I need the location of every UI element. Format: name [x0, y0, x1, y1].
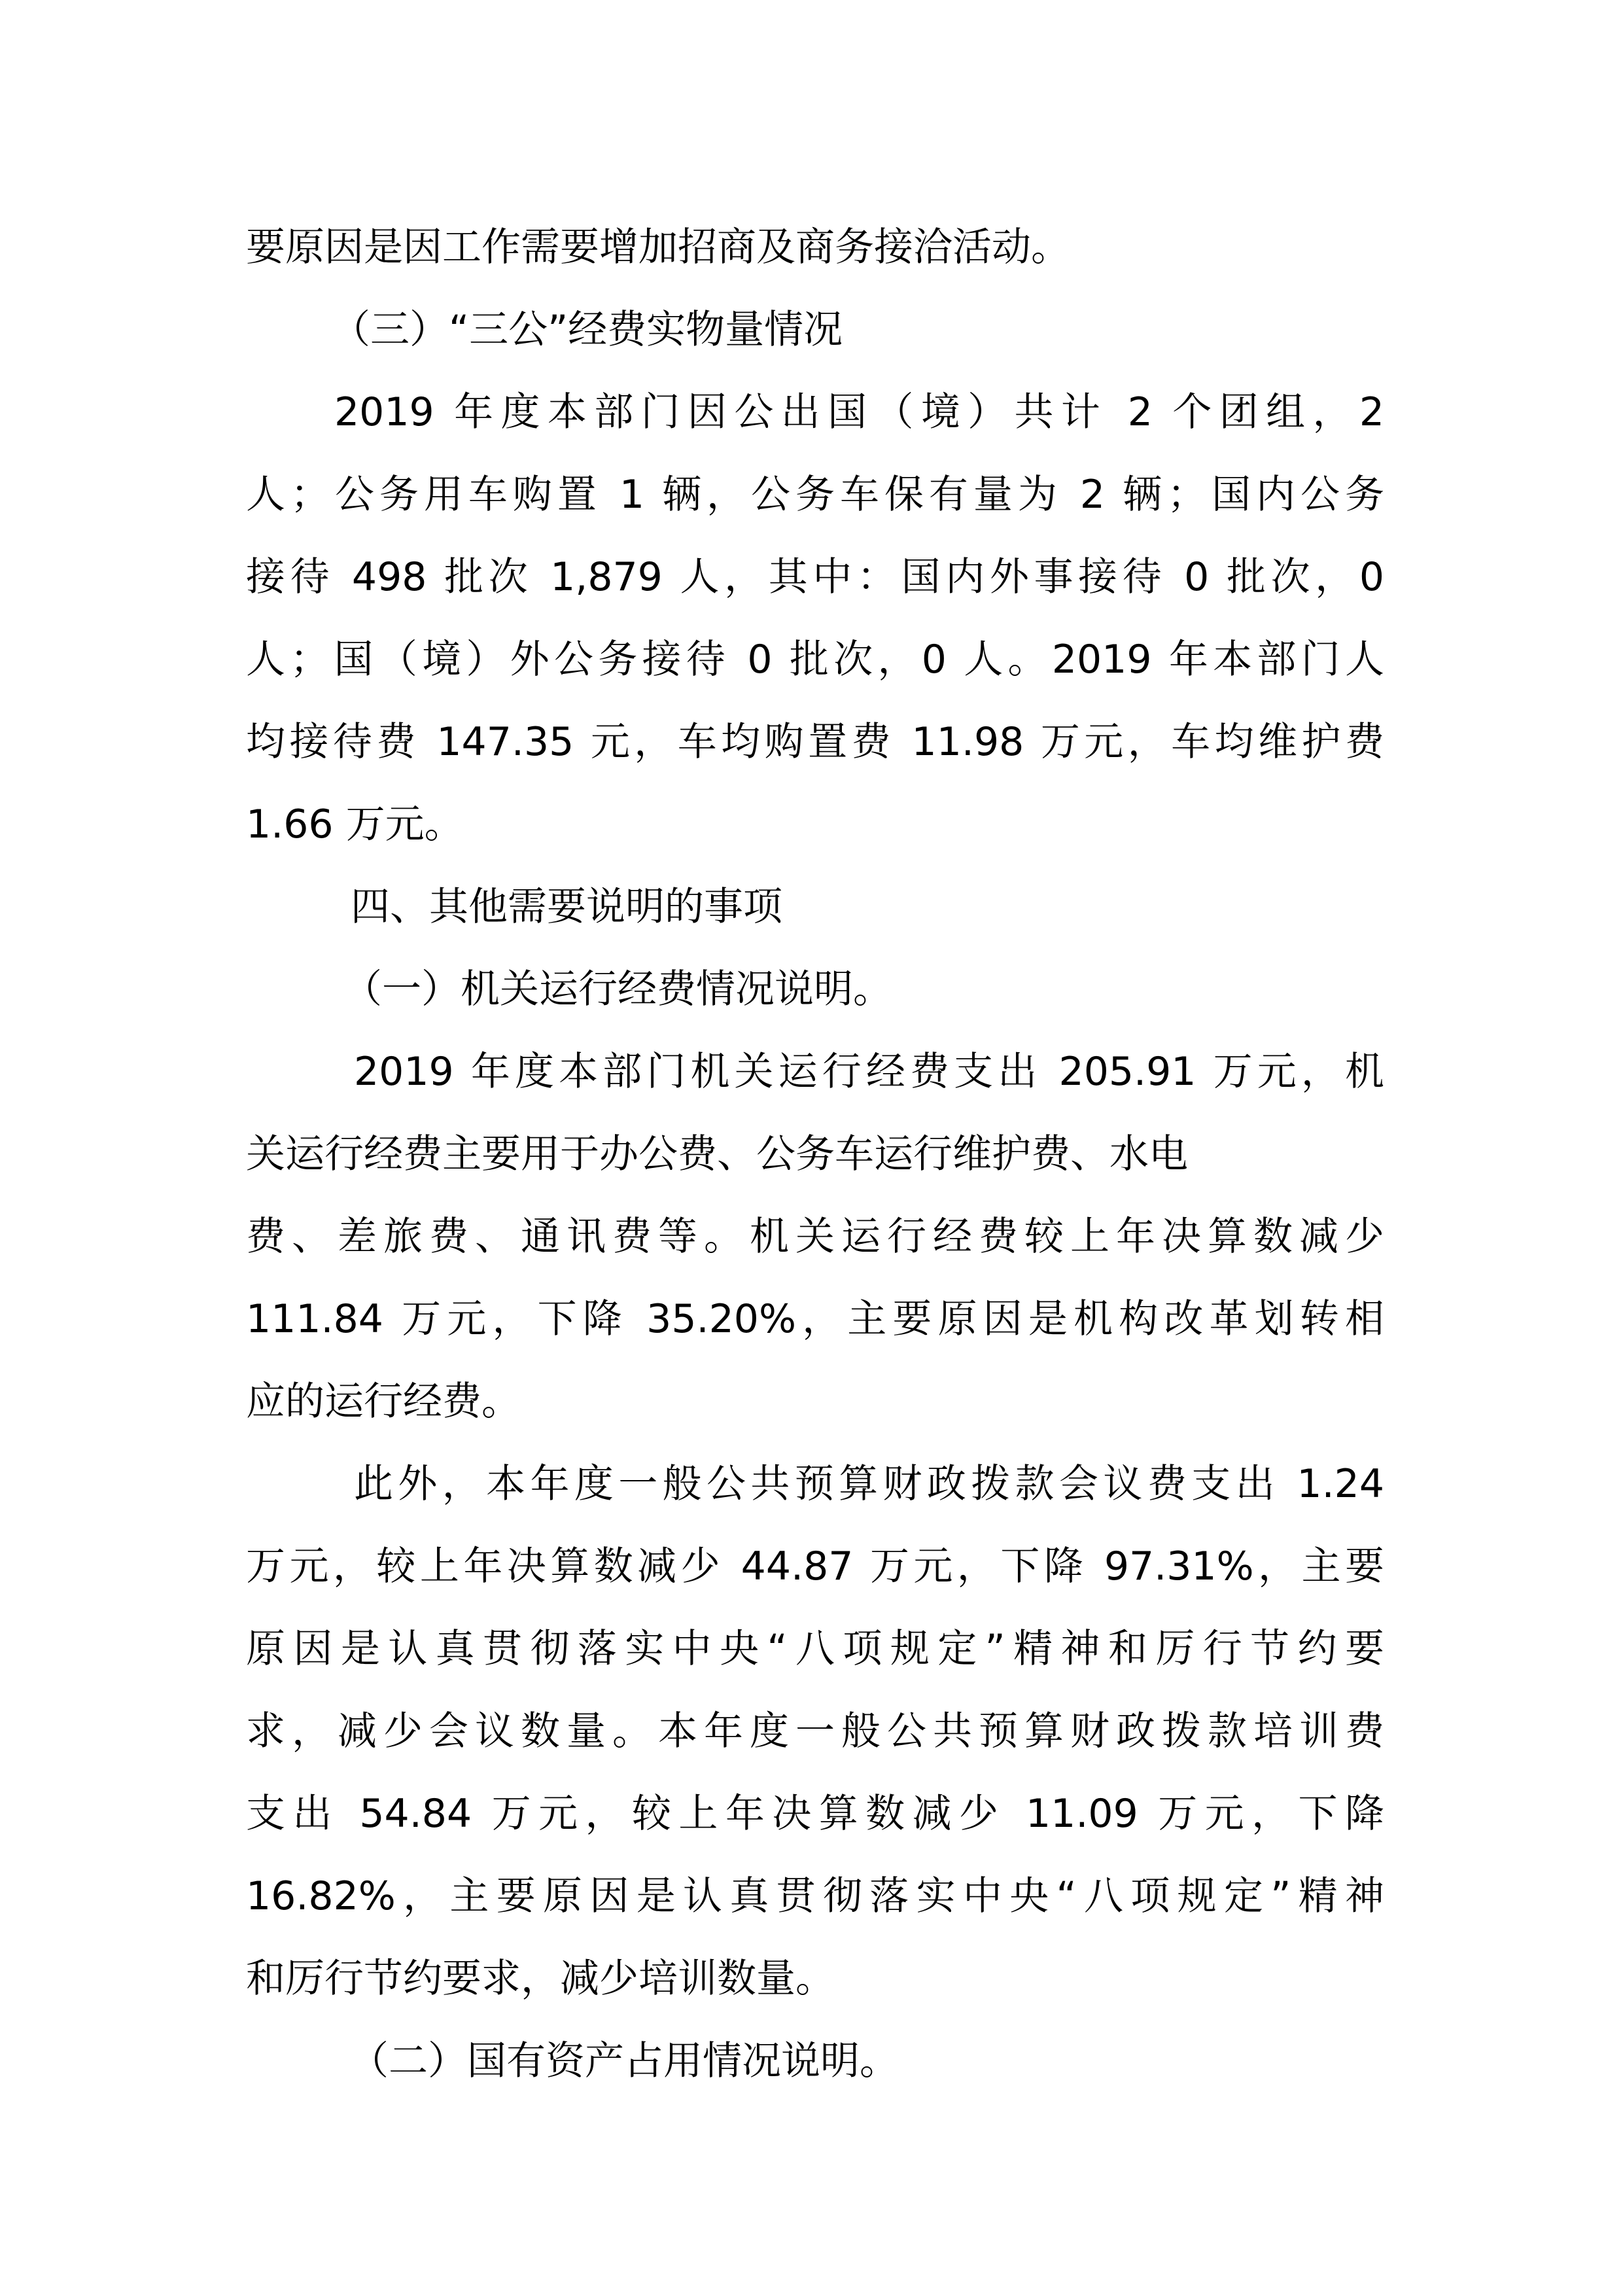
body-text: [246, 206, 1384, 2102]
subsection-heading: （二）国有资产占用情况说明。: [349, 2038, 899, 2084]
paragraph-line: 16.82%，主要原因是认真贯彻落实中央“八项规定”精神: [246, 1873, 1384, 1919]
paragraph-line: 费、差旅费、通讯费等。机关运行经费较上年决算数减少: [246, 1214, 1384, 1260]
section-heading: 四、其他需要说明的事项: [351, 884, 782, 930]
section-heading: （三）“三公”经费实物量情况: [331, 307, 843, 353]
paragraph-line: 接待 498 批次 1,879 人，其中：国内外事接待 0 批次，0: [246, 554, 1384, 600]
paragraph-line: 支出 54.84 万元，较上年决算数减少 11.09 万元，下降: [246, 1791, 1384, 1837]
paragraph-line: 2019 年度本部门机关运行经费支出 205.91 万元，机: [354, 1049, 1384, 1095]
paragraph-line: 关运行经费主要用于办公费、公务车运行维护费、水电: [246, 1131, 1188, 1177]
paragraph-line: 万元，较上年决算数减少 44.87 万元，下降 97.31%，主要: [246, 1544, 1384, 1589]
paragraph-line: 人；国（境）外公务接待 0 批次，0 人。2019 年本部门人: [246, 637, 1384, 682]
paragraph-line: 2019 年度本部门因公出国（境）共计 2 个团组，2: [334, 389, 1384, 435]
paragraph-line: 此外，本年度一般公共预算财政拨款会议费支出 1.24: [354, 1461, 1384, 1507]
paragraph-line: 1.66 万元。: [246, 802, 464, 847]
paragraph-line: 111.84 万元，下降 35.20%，主要原因是机构改革划转相: [246, 1296, 1384, 1342]
paragraph-line: 要原因是因工作需要增加招商及商务接洽活动。: [246, 224, 1070, 270]
subsection-heading: （一）机关运行经费情况说明。: [343, 966, 892, 1012]
paragraph-line: 原因是认真贯彻落实中央“八项规定”精神和厉行节约要: [246, 1626, 1384, 1672]
paragraph-line: 和厉行节约要求，减少培训数量。: [246, 1956, 835, 2002]
paragraph-line: 应的运行经费。: [246, 1379, 521, 1424]
paragraph-line: 求，减少会议数量。本年度一般公共预算财政拨款培训费: [246, 1708, 1384, 1754]
paragraph-line: 人；公务用车购置 1 辆，公务车保有量为 2 辆；国内公务: [246, 472, 1384, 518]
paragraph-line: 均接待费 147.35 元，车均购置费 11.98 万元，车均维护费: [246, 719, 1384, 765]
